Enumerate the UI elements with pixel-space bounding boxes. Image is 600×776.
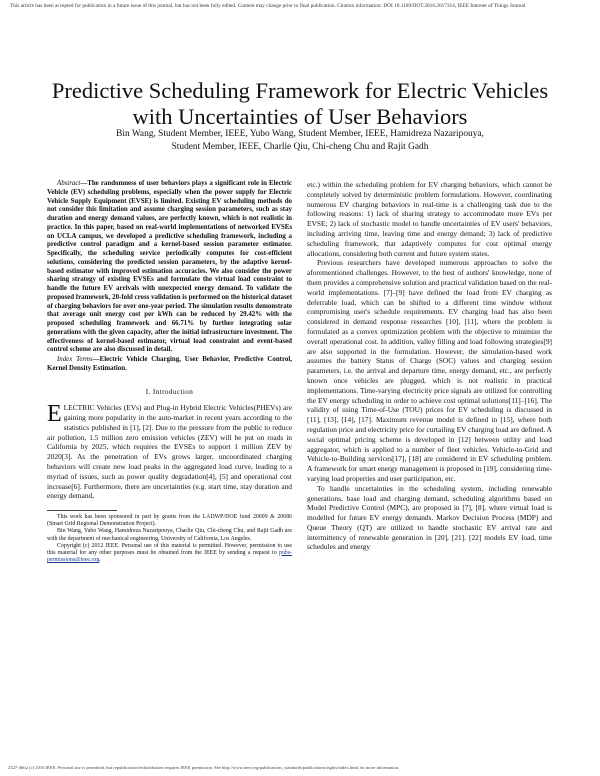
footnote-funding: This work has been sponsored in part by grants from the LADWP/DOE fund 20699 & 20686 (Smart Grid Regional Demonstration Project). [47,514,292,528]
right-paragraph-3: To handle uncertainties in the scheduling system, including renewable generations, base load and charging demand, scheduling algorithms based on Model Predictive Control (MPC), are proposed in [7], [8], where virtual load is modelled for future EV energy demands. Markov Decision Process (MDP) and Queue Theory (QT) are utilized to handle stochastic EV arrival rate and intermittency of renewable generation in [20], [21]. [22] models EV load, time schedules and energy [307,483,552,552]
footnote-copyright [47,543,292,564]
abstract-text: —The randomness of user behaviors plays a significant role in Electric Vehicle (EV) scheduling problems, especially when the power supply for Electric Vehicle Supply Equipment (EVSE) is limited. Existing EV scheduling methods do not consider this limitation and assume charging session parameters, such as stay duration and energy demand values, are perfectly known, which is not realistic in practice. In this paper, based on real-world implementations of networked EVSEs on UCLA campus, we developed a predictive scheduling framework, including a predictive control paradigm and a kernel-based session parameter estimator. Specifically, the scheduling service periodically computes for cost-efficient solutions, considering the predicted session parameters, by the adaptive kernel-based estimator with improved estimation accuracies. We also consider the power sharing strategy of existing EVSEs and formulate the virtual load constraint to handle the future EV arrivals with unexpected energy demand. To validate the proposed framework, 20-fold cross validation is performed on the historical dataset of charging behaviors for over one-year period. The simulation results demonstrate that average unit energy cost per kWh can be reduced by 29.42% with the proposed scheduling framework and 66.71% by further integrating solar generations with the given capacity, after the initial infrastructure investment. The effectiveness of kernel-based estimator, virtual load constraint and event-based control scheme are also discussed in detail. [47,180,292,354]
copyright-text: Copyright (c) 2012 IEEE. Personal use of this material is permitted. However, permission to use this material for any other purposes must be obtained from the IEEE by sending a request to [47,542,292,556]
author-line-2: Student Member, IEEE, Charlie Qiu, Chi-cheng Chu and Rajit Gadh [171,142,429,152]
index-terms-text: —Electric Vehicle Charging, User Behavior, Predictive Control, Kernel Density Estimation. [47,356,292,372]
section-heading-introduction: I. Introduction [145,387,194,396]
left-column [47,180,292,564]
footnote-divider [47,510,117,511]
footnote-affiliation: Bin Wang, Yubo Wang, Hamidreza Nazaripouya, Charlie Qiu, Chi-cheng Chu, and Rajit Gadh are with the department of mechanical engineering, University of California, Los Angeles. [47,528,292,542]
publication-notice: This article has been accepted for publication in a future issue of this journal, but has not been fully edited. Content may change prior to final publication. Citation information: DOI 10.1109/JIOT.2016.2617314, IEEE Internet of Things Journal [10,3,526,9]
author-line-1: Bin Wang, Student Member, IEEE, Yubo Wang, Student Member, IEEE, Hamidreza Nazaripouya, [116,129,484,139]
permissions-email-link[interactable]: pubs-permissions@ieee.org [47,549,292,563]
index-terms [47,356,292,374]
right-column [307,180,552,552]
abstract-label: Abstract [57,180,81,187]
intro-text: LECTRIC Vehicles (EVs) and Plug-in Hybrid Electric Vehicles(PHEVs) are gaining more popularity in the auto-market in recent years according to the statistics published in [1], [2]. Due to the pressure from the public to reduce air pollution, 1.5 million zero emission vehicles (ZEV) will be put on roads in California by 2025, which requires the EVSEs to support 1 million ZEV by 2020[3]. As the penetration of EVs grows larger, uncoordinated charging behaviors will create new load peaks in the aggregated load curve, leading to a myriad of issues, such as power quality degradation[4], [5] and operational cost increase[6]. Furthermore, there are uncertainties (e.g. start time, stay duration and energy demand, [47,403,292,501]
right-paragraph-1: etc.) within the scheduling problem for EV charging behaviors, which cannot be completely solved by deterministic problem formulations. However, coordinating numerous EV charging behaviors in real-time is a challenging task due to the following reasons: 1) lack of sharing strategy to accommodate more EVs per EVSE; 2) lack of stochastic model to handle uncertainties of EV users' behaviors, including arriving time, leaving time and energy demand; 3) lack of predictive scheduling framework, that adaptively computes for cost optimal energy allocations, considering both current and future system states. [307,180,552,258]
abstract [47,180,292,355]
index-terms-label: Index Terms [57,356,93,363]
author-list [70,128,530,154]
intro-paragraph [47,403,292,501]
drop-cap: E [47,401,62,428]
page-footer: 2327-4662 (c) 2016 IEEE. Personal use is permitted, but republication/redistribution requires IEEE permission. See http://www.ieee.org/publications_standards/publications/rights/index.html for more information. [8,765,400,770]
right-paragraph-2: Previous researchers have developed numerous approaches to solve the aforementioned challenges. However, to the best of authors' knowledge, none of them provides a comprehensive solution and practical validation based on the real-world implementations. [7]–[9] have defined the load from EV charging as deferrable load, which can be shifted to a different time window without compromising user's schedule requirements. EV charging load has also been considered in demand response researches [10], [11], where the problem is formulated as a convex optimization problem with the objective to minimize the overall operational cost. In addition, valley filling and load following strategies[9] are also supported in the formulation. However, the simulation-based work assumes the battery Status of Charge (SOC) values and charging session parameters, i.e. the arrival and departure time, energy demand, etc., are perfectly known once vehicles are plugged, which is not realistic in practical implementations. Time-varying electricity price signals are utilized for controlling the EV energy scheduling in order to achieve cost optimal solutions[11]–[16]. The validity of using Time-of-Use (TOU) prices for EV scheduling is discussed in [11], [13], [14], [17]. Maximum revenue model is defined in [15], where both regulation price and electricity price for curtailing EV charging load are defined. A social optimal pricing scheme is developed in [12] between utility and load aggregator, which is applied to a number of fleet vehicles. Vehicle-to-Grid and Vehicle-to-Building services[17], [18] are considered in EV scheduling problem. A framework for smart energy management is proposed in [19], considering time-varying load properties and user participation, etc. [307,258,552,483]
paper-title: Predictive Scheduling Framework for Electric Vehicles with Uncertainties of User Behaviors [51,78,549,130]
copyright-end: . [99,556,101,563]
